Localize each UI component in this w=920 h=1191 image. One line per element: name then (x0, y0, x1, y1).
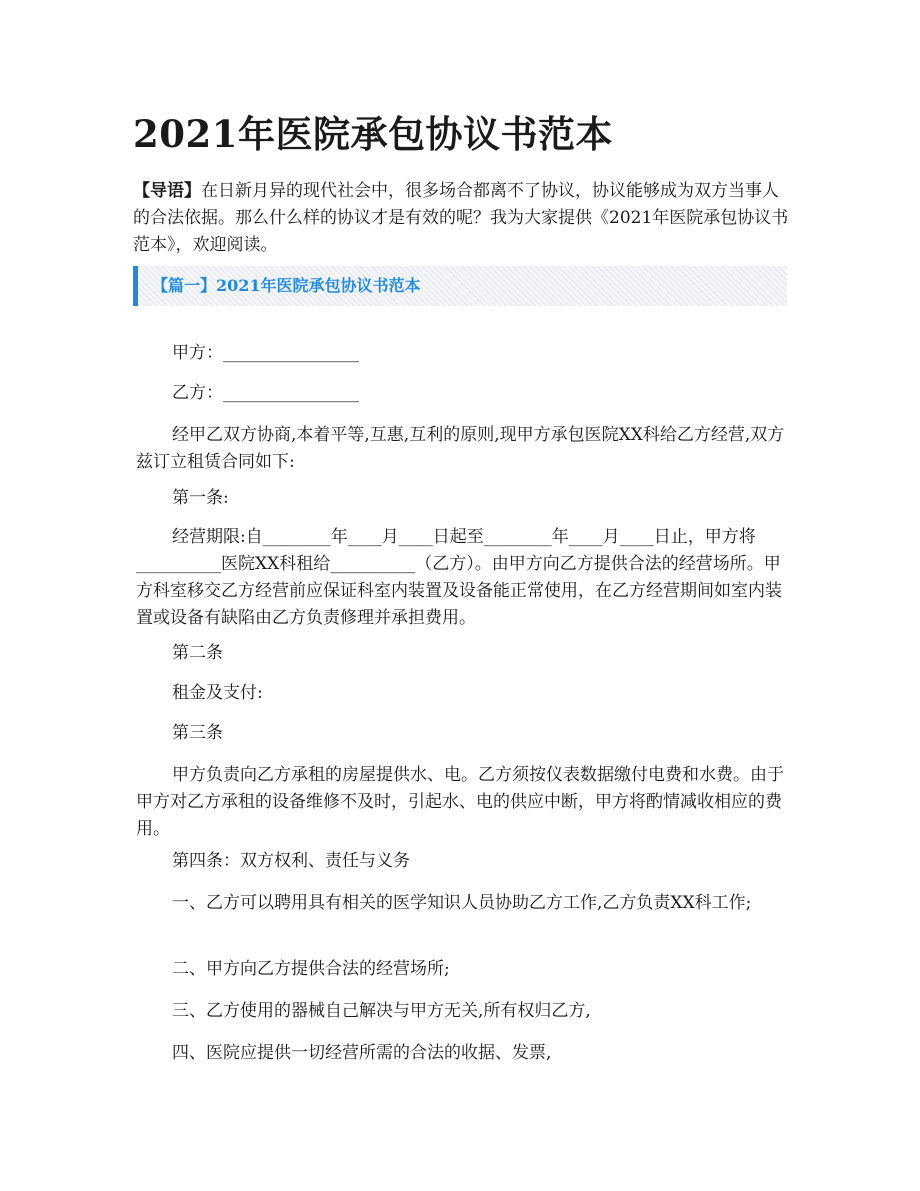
contract-preamble: 经甲乙双方协商,本着平等,互惠,互利的原则,现甲方承包医院XX科给乙方经营,双方兹订立租赁合同如下: (136, 425, 785, 472)
section-header (133, 266, 787, 306)
rent-payment-line: 租金及支付: (172, 683, 263, 703)
article-one-heading: 第一条: (172, 488, 229, 508)
clause-four: 四、医院应提供一切经营所需的合法的收据、发票, (172, 1043, 552, 1063)
article-two-heading: 第二条 (172, 643, 223, 663)
clause-one: 一、乙方可以聘用具有相关的医学知识人员协助乙方工作,乙方负责XX科工作; (172, 893, 752, 913)
party-b-line: 乙方：________________ (172, 383, 359, 403)
intro-paragraph (133, 178, 793, 259)
section-header-label: 【篇一】2021年医院承包协议书范本 (152, 276, 421, 295)
clause-two: 二、甲方向乙方提供合法的经营场所; (172, 959, 450, 979)
article-three-body: 甲方负责向乙方承租的房屋提供水、电。乙方须按仪表数据缴付电费和水费。由于甲方对乙方承租的设备维修不及时，引起水、电的供应中断，甲方将酌情减收相应的费用。 (136, 765, 784, 839)
section-accent-bar (133, 266, 138, 306)
article-three-heading: 第三条 (172, 723, 223, 743)
document-title: 2021年医院承包协议书范本 (133, 112, 613, 156)
article-one-body: 经营期限:自________年____月____日起至________年____月____日止，甲方将__________医院XX科租给__________（乙方）。由甲方向乙方提供合法的经营场所。甲方科室移交乙方经营前应保证科室内装置及设备能正常使用，在乙方经营期间如室内装置或设备有缺陷由乙方负责修理并承担费用。 (136, 527, 782, 628)
intro-tag: 【导语】 (133, 181, 201, 201)
party-a-line: 甲方：________________ (172, 343, 359, 363)
article-four-heading: 第四条：双方权利、责任与义务 (172, 851, 410, 871)
intro-text: 在日新月异的现代社会中，很多场合都离不了协议，协议能够成为双方当事人的合法依据。那么什么样的协议才是有效的呢？我为大家提供《2021年医院承包协议书范本》，欢迎阅读。 (133, 181, 789, 255)
clause-three: 三、乙方使用的器械自己解决与甲方无关,所有权归乙方, (172, 1001, 591, 1021)
